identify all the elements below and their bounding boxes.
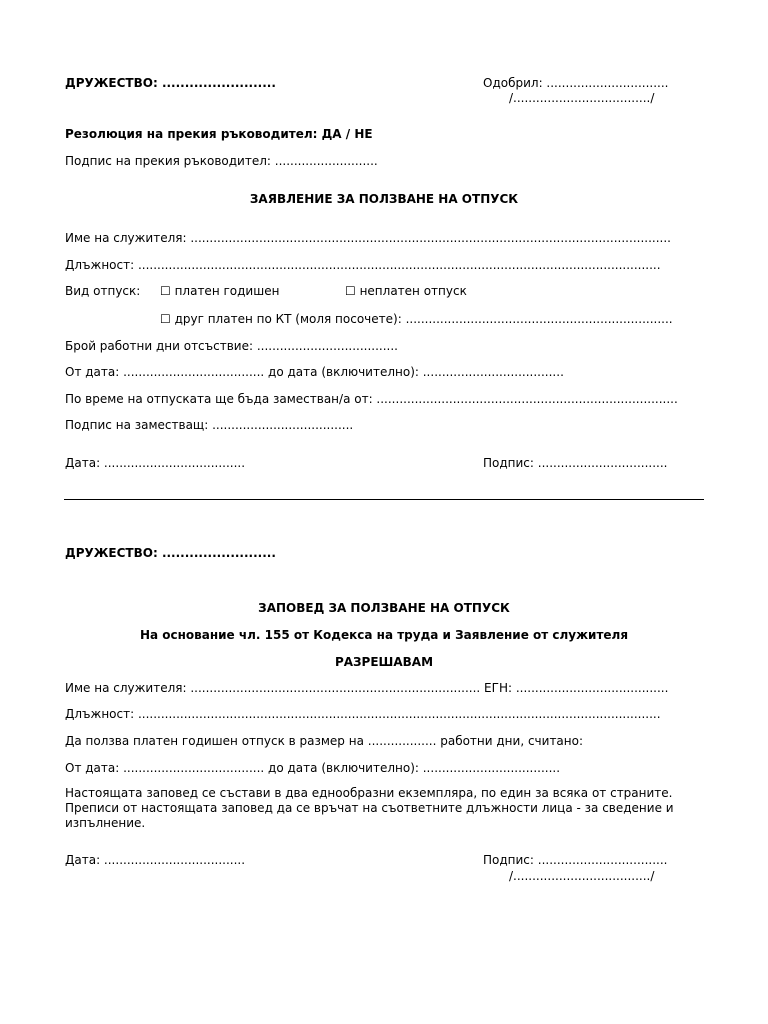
substitute: По време на отпуската ще бъда заместван/а от: ...............................................................................	[65, 392, 678, 406]
application-date: Дата: .....................................	[65, 456, 246, 470]
application-approved: Одобрил: ................................	[483, 76, 669, 90]
order-basis: На основание чл. 155 от Кодекса на труда и Заявление от служителя	[139, 628, 629, 642]
section-divider	[64, 499, 704, 500]
order-paid-leave: Да ползва платен годишен отпуск в размер на .................. работни дни, считано:	[65, 734, 584, 748]
order-signature: Подпис: ..................................	[483, 853, 668, 867]
order-company: ДРУЖЕСТВО: .........................	[65, 546, 276, 560]
substitute-signature: Подпис на заместващ: .....................................	[65, 418, 354, 432]
order-from-to: От дата: ..................................... до дата (включително): ....................................	[65, 761, 561, 775]
application-company: ДРУЖЕСТВО: .........................	[65, 76, 276, 90]
option-unpaid: ☐ неплатен отпуск	[345, 284, 467, 298]
application-resolution: Резолюция на прекия ръководител: ДА / НЕ	[65, 127, 373, 141]
order-position: Длъжност: .........................................................................................................................................	[65, 707, 661, 721]
application-from-to: От дата: ..................................... до дата (включително): .....................................	[65, 365, 564, 379]
application-signature: Подпис: ..................................	[483, 456, 668, 470]
application-position: Длъжност: .........................................................................................................................................	[65, 258, 661, 272]
order-signature-name: /..................................../	[509, 869, 655, 883]
option-paid-annual: ☐ платен годишен	[160, 284, 280, 298]
order-note: Настоящата заповед се състави в два еднообразни екземпляра, по един за всяка от страните. Преписи от настоящата заповед да се връчат на съответните длъжности лица - за сведение и изпълнение.	[65, 786, 674, 830]
application-supervisor-signature: Подпис на прекия ръководител: ...........................	[65, 154, 378, 168]
application-title: ЗАЯВЛЕНИЕ ЗА ПОЛЗВАНЕ НА ОТПУСК	[249, 192, 519, 206]
order-date: Дата: .....................................	[65, 853, 246, 867]
order-employee-name: Име на служителя: ............................................................................ ЕГН: ........................................	[65, 681, 669, 695]
order-title: ЗАПОВЕД ЗА ПОЛЗВАНЕ НА ОТПУСК	[258, 601, 510, 615]
order-permit: РАЗРЕШАВАМ	[334, 655, 434, 669]
application-approved-name: /..................................../	[509, 91, 655, 105]
leave-type-label: Вид отпуск:	[65, 284, 141, 298]
application-employee-name: Име на служителя: ..............................................................................................................................	[65, 231, 671, 245]
working-days: Брой работни дни отсъствие: .....................................	[65, 339, 398, 353]
option-other-paid: ☐ друг платен по КТ (моля посочете): ......................................................................	[160, 312, 673, 326]
